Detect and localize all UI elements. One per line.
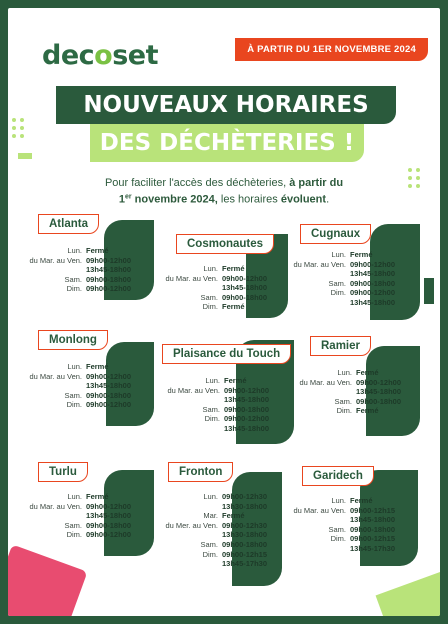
hours-value: 13h45-18h00 xyxy=(350,269,396,279)
dot xyxy=(416,176,420,180)
hours-row xyxy=(144,502,267,512)
day-label: Dim. xyxy=(66,284,82,294)
hours-row xyxy=(8,530,131,540)
hours-value: 09h00-18h00 xyxy=(222,292,268,302)
hours-value: 09h00-18h00 xyxy=(86,274,132,284)
hours-row xyxy=(8,275,131,285)
dot xyxy=(12,118,16,122)
hours-value: 13h45-18h00 xyxy=(224,423,270,433)
day-label: Dim. xyxy=(66,400,82,410)
dot xyxy=(408,176,412,180)
day-label xyxy=(144,502,218,512)
hours-value: 13h45-17h30 xyxy=(350,543,396,553)
decoset-logo xyxy=(42,40,158,71)
hours-value: 13h45-18h00 xyxy=(350,515,396,525)
card-body-ramier xyxy=(278,368,401,416)
intro-part6: évoluent xyxy=(280,193,327,206)
hours-row xyxy=(272,279,395,289)
day-label: du Mar. au Ven. xyxy=(29,371,82,381)
hours-row xyxy=(272,269,395,279)
day-label: Lun. xyxy=(337,368,352,377)
hours-row xyxy=(146,376,269,386)
day-label: Lun. xyxy=(205,376,220,385)
dot xyxy=(408,184,412,188)
card-title-cugnaux: Cugnaux xyxy=(300,224,371,244)
hours-value: 09h00-18h00 xyxy=(350,524,396,534)
hours-value: 09h00-12h00 xyxy=(356,377,402,387)
hours-row xyxy=(144,530,267,540)
day-label xyxy=(272,544,346,554)
day-label xyxy=(8,511,82,521)
dot xyxy=(12,126,16,130)
hours-row xyxy=(8,502,131,512)
day-label xyxy=(146,395,220,405)
day-label: Mar. xyxy=(203,511,218,521)
day-label: Lun. xyxy=(331,250,346,259)
day-label: Sam. xyxy=(200,539,218,549)
hours-value: 09h00-12h00 xyxy=(86,371,132,381)
hours-value: Fermé xyxy=(86,492,109,501)
hours-row xyxy=(272,250,395,260)
day-label: Dim. xyxy=(330,534,346,544)
hours-row xyxy=(146,424,269,434)
day-label xyxy=(144,559,218,569)
hours-value: 09h00-12h00 xyxy=(224,385,270,395)
day-label xyxy=(8,381,82,391)
card-title-cosmonautes: Cosmonautes xyxy=(176,234,274,254)
hours-value: 09h00-12h00 xyxy=(86,255,132,265)
day-label: Sam. xyxy=(328,278,346,288)
card-body-monlong xyxy=(8,362,131,410)
hours-value: Fermé xyxy=(356,406,379,416)
hours-row xyxy=(272,534,395,544)
dot xyxy=(416,184,420,188)
hours-row xyxy=(272,260,395,270)
intro-part7: . xyxy=(326,193,330,206)
hours-value: Fermé xyxy=(222,511,245,521)
day-label xyxy=(8,265,82,275)
card-body-plaisance xyxy=(146,376,269,434)
logo-text-a: dec xyxy=(42,40,95,71)
card-body-garidech xyxy=(272,496,395,554)
hours-value: Fermé xyxy=(86,246,109,255)
hours-value: 13h45-17h30 xyxy=(222,559,268,569)
hours-value: 09h00-18h00 xyxy=(222,539,268,549)
hours-row xyxy=(8,284,131,294)
hours-value: 13h45-18h00 xyxy=(224,395,270,405)
day-label: Dim. xyxy=(204,414,220,424)
day-label: Dim. xyxy=(66,530,82,540)
hours-row xyxy=(8,391,131,401)
hours-value: 09h00-12h00 xyxy=(86,501,132,511)
card-title-monlong: Monlong xyxy=(38,330,108,350)
hours-value: Fermé xyxy=(350,250,373,259)
hours-row xyxy=(144,550,267,560)
hours-value: 09h00-18h00 xyxy=(224,404,270,414)
hours-row xyxy=(8,511,131,521)
hours-row xyxy=(278,378,401,388)
hours-row xyxy=(144,540,267,550)
hours-value: Fermé xyxy=(222,264,245,273)
hours-row xyxy=(278,397,401,407)
day-label: Lun. xyxy=(67,246,82,255)
green-bar-decoration xyxy=(424,278,434,304)
hours-value: 09h00-18h00 xyxy=(86,520,132,530)
hours-row xyxy=(146,405,269,415)
hours-value: 09h00-12h00 xyxy=(350,288,396,298)
hours-value: 09h00-12h30 xyxy=(222,492,268,501)
hours-row xyxy=(144,293,267,303)
hours-row xyxy=(144,492,267,502)
day-label: du Mar. au Ven. xyxy=(29,501,82,511)
hours-row xyxy=(146,414,269,424)
hours-row xyxy=(272,525,395,535)
title-line-2: DES DÉCHÈTERIES ! xyxy=(90,124,364,162)
hours-row xyxy=(8,381,131,391)
hours-row xyxy=(144,274,267,284)
day-label: Dim. xyxy=(202,302,218,312)
day-label: du Mar. au Ven. xyxy=(29,255,82,265)
day-label: Dim. xyxy=(330,288,346,298)
intro-text xyxy=(68,176,380,207)
hours-row xyxy=(8,362,131,372)
title-line-1: NOUVEAUX HORAIRES xyxy=(56,86,396,124)
day-label: Lun. xyxy=(331,496,346,505)
hours-row xyxy=(144,302,267,312)
day-label xyxy=(278,387,352,397)
day-label: du Mar. au Ven. xyxy=(167,385,220,395)
day-label: Dim. xyxy=(336,406,352,416)
hours-row xyxy=(272,515,395,525)
dot xyxy=(416,168,420,172)
date-badge: À PARTIR DU 1ER NOVEMBRE 2024 xyxy=(235,38,428,61)
hours-row xyxy=(8,256,131,266)
day-label: Sam. xyxy=(334,396,352,406)
hours-row xyxy=(146,395,269,405)
day-label xyxy=(272,298,346,308)
hours-value: 09h00-18h00 xyxy=(350,278,396,288)
hours-value: 13h45-18h00 xyxy=(350,297,396,307)
hours-value: 13h45-18h00 xyxy=(356,387,402,397)
hours-row xyxy=(8,265,131,275)
hours-row xyxy=(8,492,131,502)
hours-value: 13h45-18h00 xyxy=(86,381,132,391)
card-body-turlu xyxy=(8,492,131,540)
day-label: Lun. xyxy=(203,264,218,273)
day-label: Sam. xyxy=(202,404,220,414)
intro-part1: Pour faciliter l'accès des déchèteries, xyxy=(104,177,290,189)
card-body-fronton xyxy=(144,492,267,569)
hours-value: 09h00-12h00 xyxy=(86,400,132,410)
lime-corner-decoration xyxy=(376,572,440,616)
pink-corner-decoration xyxy=(8,544,88,616)
hours-value: Fermé xyxy=(356,368,379,377)
dot xyxy=(20,118,24,122)
hours-row xyxy=(278,387,401,397)
hours-value: 13h30-18h00 xyxy=(222,530,268,540)
day-label: du Mar. au Ven. xyxy=(293,505,346,515)
dot xyxy=(408,168,412,172)
hours-value: 09h00-18h00 xyxy=(86,390,132,400)
hours-row xyxy=(272,496,395,506)
hours-value: 09h00-12h00 xyxy=(222,273,268,283)
intro-part2: à partir du xyxy=(289,177,344,189)
logo-text-b: o xyxy=(94,40,113,71)
hours-row xyxy=(272,506,395,516)
day-label: Lun. xyxy=(203,492,218,501)
hours-row xyxy=(146,386,269,396)
card-body-atlanta xyxy=(8,246,131,294)
dot xyxy=(20,134,24,138)
hours-row xyxy=(144,511,267,521)
day-label: du Mer. au Ven. xyxy=(165,520,218,530)
hours-row xyxy=(278,406,401,416)
hours-value: 13h30-18h00 xyxy=(222,501,268,511)
hours-row xyxy=(272,288,395,298)
hours-row xyxy=(144,264,267,274)
hours-row xyxy=(144,283,267,293)
hours-value: 09h00-12h30 xyxy=(222,520,268,530)
card-body-cugnaux xyxy=(272,250,395,308)
hours-value: Fermé xyxy=(222,302,245,312)
hours-value: 09h00-12h15 xyxy=(350,534,396,544)
hours-value: 09h00-12h15 xyxy=(350,505,396,515)
day-label xyxy=(144,530,218,540)
hours-value: Fermé xyxy=(350,496,373,505)
hours-row xyxy=(8,521,131,531)
day-label: Sam. xyxy=(64,520,82,530)
card-title-garidech: Garidech xyxy=(302,466,374,486)
card-title-plaisance: Plaisance du Touch xyxy=(162,344,291,364)
hours-row xyxy=(272,298,395,308)
hours-row xyxy=(8,400,131,410)
hours-value: 13h45-18h00 xyxy=(86,265,132,275)
hours-value: 09h00-12h00 xyxy=(224,414,270,424)
day-label xyxy=(146,424,220,434)
intro-part5: les horaires xyxy=(217,193,281,206)
hours-value: 13h45-18h00 xyxy=(222,283,268,293)
hours-value: 09h00-12h00 xyxy=(350,259,396,269)
hours-row xyxy=(8,246,131,256)
dot xyxy=(12,134,16,138)
card-title-atlanta: Atlanta xyxy=(38,214,99,234)
day-label: Sam. xyxy=(64,274,82,284)
logo-text-c: set xyxy=(112,40,159,71)
day-label: Lun. xyxy=(67,492,82,501)
card-title-fronton: Fronton xyxy=(168,462,233,482)
day-label: Sam. xyxy=(328,524,346,534)
day-label: Lun. xyxy=(67,362,82,371)
hours-value: Fermé xyxy=(86,362,109,371)
day-label: du Mar. au Ven. xyxy=(165,273,218,283)
day-label: Sam. xyxy=(200,292,218,302)
hours-value: Fermé xyxy=(224,376,247,385)
day-label xyxy=(272,269,346,279)
intro-part3: 1 xyxy=(118,193,125,206)
hours-value: 09h00-18h00 xyxy=(356,396,402,406)
hours-value: 09h00-12h15 xyxy=(222,549,268,559)
day-label xyxy=(272,515,346,525)
hours-row xyxy=(144,559,267,569)
card-title-turlu: Turlu xyxy=(38,462,88,482)
hours-value: 13h45-18h00 xyxy=(86,511,132,521)
day-label xyxy=(144,283,218,293)
hours-row xyxy=(8,372,131,382)
day-label: Dim. xyxy=(202,549,218,559)
lime-bar-decoration xyxy=(18,153,32,159)
card-title-ramier: Ramier xyxy=(310,336,371,356)
card-body-cosmonautes xyxy=(144,264,267,312)
day-label: Sam. xyxy=(64,390,82,400)
poster xyxy=(8,8,440,616)
hours-value: 09h00-12h00 xyxy=(86,284,132,294)
day-label: du Mar. au Ven. xyxy=(293,259,346,269)
hours-row xyxy=(278,368,401,378)
hours-row xyxy=(144,521,267,531)
intro-part3-sup: er xyxy=(125,193,132,200)
hours-row xyxy=(272,544,395,554)
day-label: du Mar. au Ven. xyxy=(299,377,352,387)
hours-value: 09h00-12h00 xyxy=(86,530,132,540)
dot xyxy=(20,126,24,130)
intro-part4: novembre 2024, xyxy=(131,193,218,206)
